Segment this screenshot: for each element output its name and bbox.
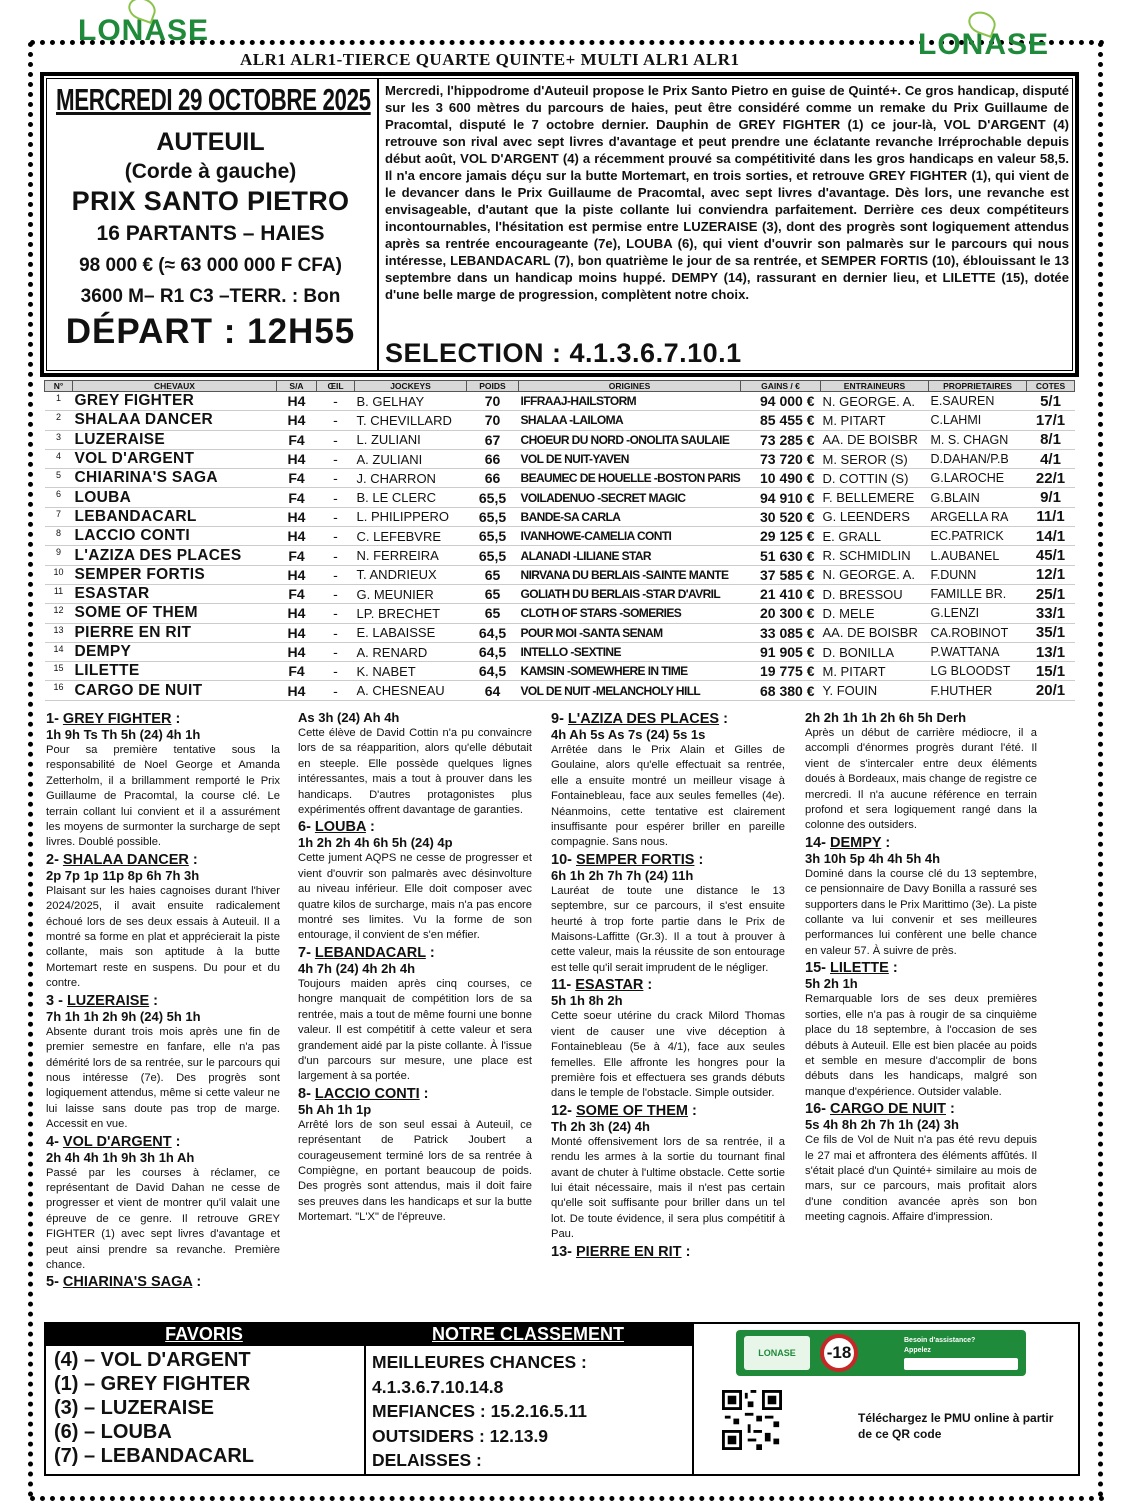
earnings: 94 000 € (741, 392, 821, 411)
owner: M. S. CHAGN (929, 430, 1027, 449)
sex-age: H4 (277, 507, 317, 526)
table-row (45, 604, 1075, 623)
origins: NIRVANA DU BERLAIS -SAINTE MANTE (519, 565, 741, 584)
column-header: ORIGINES (519, 381, 741, 392)
odds: 45/1 (1027, 546, 1075, 565)
runner-heading: 12- SOME OF THEM : (551, 1102, 697, 1119)
summary-divider-2 (692, 1322, 694, 1476)
runner-form: 6h 1h 2h 7h 7h (24) 11h (551, 867, 694, 883)
weight: 65,5 (467, 507, 519, 526)
weight: 70 (467, 392, 519, 411)
runner-number: 6 (45, 488, 73, 507)
race-start-time: DÉPART : 12H55 (65, 312, 356, 351)
runner-form: 4h 7h (24) 4h 2h 4h (298, 960, 416, 976)
origins: BANDE-SA CARLA (519, 507, 741, 526)
earnings: 73 285 € (741, 430, 821, 449)
owner: C.LAHMI (929, 411, 1027, 430)
runner-form: 1h 2h 2h 4h 6h 5h (24) 4p (298, 835, 453, 851)
horse-name: L'AZIZA DES PLACES (73, 546, 277, 565)
race-distance: 3600 M– R1 C3 –TERR. : Bon (80, 286, 341, 307)
runner-comment: Absente durant trois mois après une fin de premier semestre en fanfare, elle n'a pas démérité lors de sa rentrée, sur le parcours qui nous intéresse (7e). Des progrès sont logiquement attendus, même si cette valeur ne lui laisse sans doute pas trop de marge. Accessit en vue. (46, 1025, 280, 1131)
runner-number: 4 (45, 449, 73, 468)
eye-gear: - (317, 546, 355, 565)
runner-comment: Lauréat de toute une distance le 13 septembre, sur ce parcours, il s'est ensuite heurté à trop forte partie dans le Prix de Maisons-Laffitte (Gr.3). Il a tout à prouver à cette valeur, mais la réussite de son entourage est telle qu'il serait imprudent de le négliger. (551, 884, 785, 974)
table-row (45, 488, 1075, 507)
race-name: PRIX SANTO PIETRO (71, 186, 350, 216)
trainer: M. PITART (821, 411, 929, 430)
weight: 64,5 (467, 642, 519, 661)
weight: 65 (467, 604, 519, 623)
runner-heading: 15- LILETTE : (805, 960, 898, 977)
runner-form: 2p 7p 1p 11p 8p 6h 7h 3h (46, 867, 200, 883)
jockey: G. MEUNIER (355, 584, 467, 603)
runner-heading: 2- SHALAA DANCER : (46, 851, 198, 868)
runner-number: 11 (45, 584, 73, 603)
race-preview-text: Mercredi, l'hippodrome d'Auteuil propose le Prix Santo Pietro en guise de Quinté+. Ce gros handicap, disputé sur les 3 600 mètres du parcours de haies, peut être considéré comme un remake du Prix Guillaume de Pracomtal, disputé le 7 octobre dernier. Dauphin de GREY FIGHTER (1) ce jour-là, VOL D'ARGENT (4) retrouve son rival avec sept livres d'avantage et peut prendre une éclatante revanche Irréprochable depuis début août, VOL D'ARGENT (4) a récemment prouvé sa compétitivité dans les gros handicaps en valeur 58,5. Il n'a encore jamais déçu sur la butte Mortemart, en trois sorties, et retrouve GREY FIGHTER (1), qui vient de le devancer dans le Prix Guillaume de Pracomtal, avec sept livres d'avantage. Dès lors, une revanche est envisageable, d'autant que la piste collante lui conviendra parfaitement. Derrière ces deux compétiteurs incontournables, l'hésitation est permise entre LUZERAISE (3), dont des progrès sont logiquement attendus après sa rentrée encourageante (7e), LOUBA (6), qui vient d'ouvrir son palmarès sur le parcours qui nous intéresse, LEBANDACARL (7), bon quatrième le jour de sa rentrée, et SEMPER FORTIS (10), éblouissant le 13 septembre dans un handicap moins huppé. DEMPY (14), rassurant en dernier lieu, et LILETTE (15), dotée d'une belle marge de progression, complètent notre choix. (385, 83, 1069, 302)
earnings: 19 775 € (741, 662, 821, 681)
lonase-logo-left: LONASE (78, 14, 209, 48)
runner-heading: 16- CARGO DE NUIT : (805, 1101, 955, 1118)
qr-code-icon[interactable] (722, 1390, 782, 1450)
earnings: 73 720 € (741, 449, 821, 468)
odds: 12/1 (1027, 565, 1075, 584)
table-row (45, 469, 1075, 488)
runner-number: 8 (45, 527, 73, 546)
runner-heading: 1- GREY FIGHTER : (46, 711, 181, 727)
earnings: 37 585 € (741, 565, 821, 584)
table-row (45, 584, 1075, 603)
trainer: M. SEROR (S) (821, 449, 929, 468)
table-row (45, 565, 1075, 584)
origins: BEAUMEC DE HOUELLE -BOSTON PARIS (519, 469, 741, 488)
runner-heading: 4- VOL D'ARGENT : (46, 1133, 181, 1150)
runner-number: 15 (45, 662, 73, 681)
meilleures-value: 4.1.3.6.7.10.14.8 (372, 1376, 504, 1397)
table-row (45, 546, 1075, 565)
sex-age: F4 (277, 546, 317, 565)
runner-comment: Pour sa première tentative sous la responsabilité de Noel George et Amanda Zetterholm, il a brillamment remporté le Prix Guillaume de Pracomtal, la course clé. Le terrain collant lui convient et il a assurément les moyens de surmonter la surcharge de sept livres. Doublé possible. (46, 744, 280, 849)
list-item: (1) – GREY FIGHTER (54, 1373, 251, 1395)
table-row (45, 430, 1075, 449)
runner-form: 2h 2h 1h 1h 2h 6h 5h Derh (805, 710, 967, 725)
horse-name: DEMPY (73, 642, 277, 661)
lonase-logo-right: LONASE (918, 28, 1049, 62)
column-header: COTES (1027, 381, 1075, 392)
runner-comment: Plaisant sur les haies cagnoises durant l'hiver 2024/2025, il avait ensuite radicalement échoué lors de ses deux essais à Auteuil. Il a montré sa forme en plat et apprécierait la piste collante, mais son aptitude à la butte Mortemart reste en suspens. Du pour et du contre. (46, 884, 280, 990)
sex-age: H4 (277, 392, 317, 411)
runner-form: As 3h (24) Ah 4h (298, 710, 400, 725)
origins: POUR MOI -SANTA SENAM (519, 623, 741, 642)
trainer: E. GRALL (821, 527, 929, 546)
earnings: 33 085 € (741, 623, 821, 642)
eye-gear: - (317, 642, 355, 661)
earnings: 30 520 € (741, 507, 821, 526)
weight: 64 (467, 681, 519, 700)
jockey: E. LABAISSE (355, 623, 467, 642)
jockey: L. ZULIANI (355, 430, 467, 449)
race-prize: 98 000 € (≈ 63 000 000 F CFA) (79, 255, 342, 276)
table-row (45, 392, 1075, 411)
list-item: (4) – VOL D'ARGENT (54, 1349, 251, 1371)
weight: 66 (467, 469, 519, 488)
age-restriction-icon: -18 (820, 1334, 858, 1372)
origins: KAMSIN -SOMEWHERE IN TIME (519, 662, 741, 681)
eye-gear: - (317, 507, 355, 526)
list-item: (7) – LEBANDACARL (54, 1445, 254, 1467)
comments-column-1 (46, 710, 280, 1290)
dotted-border-bottom (30, 1496, 1105, 1501)
eye-gear: - (317, 449, 355, 468)
weight: 64,5 (467, 623, 519, 642)
horse-name: ESASTAR (73, 584, 277, 603)
odds: 17/1 (1027, 411, 1075, 430)
trainer: N. GEORGE. A. (821, 392, 929, 411)
owner: G.LAROCHE (929, 469, 1027, 488)
runner-heading: 13- PIERRE EN RIT : (551, 1243, 691, 1260)
column-header: POIDS (467, 381, 519, 392)
runners-table (44, 380, 1075, 701)
origins: SHALAA -LAILOMA (519, 411, 741, 430)
banner-logo: LONASE (744, 1336, 810, 1370)
trainer: F. BELLEMERE (821, 488, 929, 507)
table-row (45, 449, 1075, 468)
eye-gear: - (317, 662, 355, 681)
jockey: C. LEFEBVRE (355, 527, 467, 546)
comments-column-2 (298, 710, 532, 1226)
eye-gear: - (317, 411, 355, 430)
classement-title: NOTRE CLASSEMENT (364, 1322, 692, 1346)
weight: 64,5 (467, 662, 519, 681)
column-header: ŒIL (317, 381, 355, 392)
runner-form: 5h Ah 1h 1p (298, 1101, 372, 1117)
classement-list (372, 1350, 587, 1473)
jockey: B. GELHAY (355, 392, 467, 411)
sex-age: H4 (277, 623, 317, 642)
runner-comment: Ce fils de Vol de Nuit n'a pas été revu depuis le 27 mai et affrontera des éléments affûtés. Il s'était placé d'un Quinté+ similaire au mois de mars, sur ce parcours, mais profitait alors d'une condition avancée après son bon meeting cagnois. Affaire d'impression. (805, 1134, 1037, 1224)
race-partants: 16 PARTANTS – HAIES (96, 222, 325, 245)
runner-number: 2 (45, 411, 73, 430)
runner-form: 5h 2h 1h (805, 976, 858, 992)
odds: 11/1 (1027, 507, 1075, 526)
column-header: ENTRAINEURS (821, 381, 929, 392)
jockey: T. CHEVILLARD (355, 411, 467, 430)
horse-name: CHIARINA'S SAGA (73, 469, 277, 488)
horse-name: LEBANDACARL (73, 507, 277, 526)
race-date: MERCREDI 29 OCTOBRE 2025 (56, 82, 371, 117)
runner-heading: 5- CHIARINA'S SAGA : (46, 1274, 202, 1291)
owner: E.SAUREN (929, 392, 1027, 411)
runner-comment: Arrêté lors de son seul essai à Auteuil, ce représentant de Patrick Joubert a courageusement terminé lors de sa rentrée à Compiègne, en portant beaucoup de poids. Des progrès sont attendus, mais il doit faire ses preuves dans les handicaps et sur la butte Mortemart. "L'X" de l'épreuve. (298, 1118, 532, 1224)
eye-gear: - (317, 469, 355, 488)
table-row (45, 507, 1075, 526)
owner: D.DAHAN/P.B (929, 449, 1027, 468)
eye-gear: - (317, 488, 355, 507)
runner-comment: Passé par les courses à réclamer, ce représentant de David Dahan ne cesse de progresser et vient de montrer qu'il valait une épreuve de ce genre. Il retrouve GREY FIGHTER (1) avec sept livres d'avantage et peut ainsi prendre sa revanche. Première chance. (46, 1166, 280, 1271)
trainer: Y. FOUIN (821, 681, 929, 700)
runner-number: 3 (45, 430, 73, 449)
runner-comment: Cette soeur utérine du crack Milord Thomas vient de causer une vive déception à Fontainebleau (5e à 4/1), face aux seules femelles. Elle affronte les hongres pour la première fois et effectuera ses grands débuts dans le temple de l'obstacle. Simple outsider. (551, 1010, 785, 1100)
runner-number: 10 (45, 565, 73, 584)
eye-gear: - (317, 565, 355, 584)
runner-number: 14 (45, 642, 73, 661)
trainer: R. SCHMIDLIN (821, 546, 929, 565)
phone-number: 33 864 80 00 (904, 1358, 1018, 1370)
trainer: G. LEENDERS (821, 507, 929, 526)
assistance-label: Besoin d'assistance? (904, 1337, 976, 1344)
eye-gear: - (317, 527, 355, 546)
odds: 22/1 (1027, 469, 1075, 488)
runner-number: 16 (45, 681, 73, 700)
trainer: D. BRESSOU (821, 584, 929, 603)
runner-heading: 7- LEBANDACARL : (298, 944, 435, 961)
sex-age: H4 (277, 565, 317, 584)
earnings: 85 455 € (741, 411, 821, 430)
runner-form: 5s 4h 8h 2h 7h 1h (24) 3h (805, 1117, 959, 1133)
sex-age: F4 (277, 430, 317, 449)
earnings: 21 410 € (741, 584, 821, 603)
weight: 70 (467, 411, 519, 430)
trainer: D. BONILLA (821, 642, 929, 661)
horse-name: LUZERAISE (73, 430, 277, 449)
earnings: 68 380 € (741, 681, 821, 700)
column-header: N° (45, 381, 73, 392)
trainer: D. MELE (821, 604, 929, 623)
earnings: 94 910 € (741, 488, 821, 507)
runner-heading: 11- ESASTAR : (551, 977, 653, 994)
column-header: CHEVAUX (73, 381, 277, 392)
horse-name: VOL D'ARGENT (73, 449, 277, 468)
horse-name: PIERRE EN RIT (73, 623, 277, 642)
origins: CHOEUR DU NORD -ONOLITA SAULAIE (519, 430, 741, 449)
runner-form: 4h Ah 5s As 7s (24) 5s 1s (551, 727, 706, 742)
table-body (45, 392, 1075, 701)
runner-comment: Remarquable lors de ses deux premières sorties, elle n'a pas à rougir de sa cinquième place du 18 septembre, à l'occasion de ses débuts à Auteuil. Elle est bien placée au poids et semble en mesure d'accomplir de bons débuts dans les handicaps, malgré son manque d'expérience. Outsider valable. (805, 993, 1037, 1098)
call-label: Appelez (904, 1347, 931, 1354)
jockey: A. RENARD (355, 642, 467, 661)
comments-column-4 (805, 710, 1037, 1226)
origins: ALANADI -LILIANE STAR (519, 546, 741, 565)
eye-gear: - (317, 430, 355, 449)
runner-number: 13 (45, 623, 73, 642)
odds: 15/1 (1027, 662, 1075, 681)
runner-form: 2h 4h 4h 1h 9h 3h 1h Ah (46, 1149, 195, 1165)
horse-name: CARGO DE NUIT (73, 681, 277, 700)
list-item: (3) – LUZERAISE (54, 1397, 215, 1419)
eye-gear: - (317, 681, 355, 700)
delaisses: DELAISSES : (372, 1450, 482, 1470)
owner: P.WATTANA (929, 642, 1027, 661)
comments-column-3 (551, 710, 785, 1260)
sex-age: F4 (277, 662, 317, 681)
weight: 65 (467, 584, 519, 603)
runner-comment: Monté offensivement lors de sa rentrée, il a rendu les armes à la sortie du tournant final avant de chuter à l'ultime obstacle. Cette sortie lui était nécessaire, mais il n'est pas certain qu'elle soit suffisante pour briller dans un tel lot. De toute évidence, il sera plus compétitif à Pau. (551, 1135, 785, 1241)
sex-age: F4 (277, 469, 317, 488)
weight: 67 (467, 430, 519, 449)
column-header: GAINS / € (741, 381, 821, 392)
runner-comment: Après un début de carrière médiocre, il a accompli d'énormes progrès durant l'été. Il vient de s'intercaler entre deux éléments doués à Bordeaux, mais change de registre ce mercredi. Il n'a aucune référence en terrain profond et sera logiquement rangé dans la colonne des outsiders. (805, 727, 1037, 832)
eye-gear: - (317, 584, 355, 603)
sex-age: H4 (277, 449, 317, 468)
owner: FAMILLE BR. (929, 584, 1027, 603)
jockey: LP. BRECHET (355, 604, 467, 623)
eye-gear: - (317, 623, 355, 642)
sex-age: H4 (277, 411, 317, 430)
runner-number: 7 (45, 507, 73, 526)
horse-name: GREY FIGHTER (73, 392, 277, 411)
owner: G.BLAIN (929, 488, 1027, 507)
runner-form: 5h 1h 8h 2h (551, 993, 623, 1009)
odds: 20/1 (1027, 681, 1075, 700)
odds: 14/1 (1027, 527, 1075, 546)
column-header: JOCKEYS (355, 381, 467, 392)
origins: VOILADENUO -SECRET MAGIC (519, 488, 741, 507)
owner: CA.ROBINOT (929, 623, 1027, 642)
origins: IFFRAAJ-HAILSTORM (519, 392, 741, 411)
sex-age: H4 (277, 604, 317, 623)
runner-heading: 3 - LUZERAISE : (46, 992, 158, 1009)
owner: G.LENZI (929, 604, 1027, 623)
jockey: A. ZULIANI (355, 449, 467, 468)
earnings: 29 125 € (741, 527, 821, 546)
weight: 65,5 (467, 488, 519, 507)
runner-heading: 8- LACCIO CONTI : (298, 1085, 429, 1102)
responsible-gaming-banner (736, 1330, 1026, 1376)
owner: F.HUTHER (929, 681, 1027, 700)
mefiances: MEFIANCES : 15.2.16.5.11 (372, 1401, 587, 1421)
jockey: K. NABET (355, 662, 467, 681)
earnings: 20 300 € (741, 604, 821, 623)
earnings: 91 905 € (741, 642, 821, 661)
trainer: AA. DE BOISBR (821, 430, 929, 449)
jockey: T. ANDRIEUX (355, 565, 467, 584)
horse-name: LILETTE (73, 662, 277, 681)
runner-number: 5 (45, 469, 73, 488)
runner-number: 9 (45, 546, 73, 565)
sex-age: F4 (277, 584, 317, 603)
selection: SELECTION : 4.1.3.6.7.10.1 (385, 338, 742, 368)
runner-heading: 10- SEMPER FORTIS : (551, 851, 704, 868)
assistance-info (868, 1336, 1018, 1370)
race-venue: AUTEUIL (156, 128, 265, 156)
jockey: J. CHARRON (355, 469, 467, 488)
jockey: A. CHESNEAU (355, 681, 467, 700)
origins: GOLIATH DU BERLAIS -STAR D'AVRIL (519, 584, 741, 603)
runner-comment: Toujours maiden après cinq courses, ce hongre manquait de compétition lors de sa rentrée, mais a tout de même fourni une bonne valeur. Il est compétitif à cette valeur et sera grandement aidé par la piste collante. À l'issue d'un parcours sur mesure, une place est largement à sa portée. (298, 977, 532, 1083)
sex-age: H4 (277, 642, 317, 661)
table-row (45, 662, 1075, 681)
trainer: D. COTTIN (S) (821, 469, 929, 488)
jockey: B. LE CLERC (355, 488, 467, 507)
column-header: S/A (277, 381, 317, 392)
odds: 9/1 (1027, 488, 1075, 507)
bet-types-headline: ALR1 ALR1-TIERCE QUARTE QUINTE+ MULTI ALR1 ALR1 (240, 50, 740, 69)
race-info-divider (377, 78, 379, 371)
odds: 8/1 (1027, 430, 1075, 449)
eye-gear: - (317, 392, 355, 411)
owner: F.DUNN (929, 565, 1027, 584)
origins: VOL DE NUIT -MELANCHOLY HILL (519, 681, 741, 700)
outsiders: OUTSIDERS : 12.13.9 (372, 1425, 549, 1446)
odds: 4/1 (1027, 449, 1075, 468)
runner-heading: 14- DEMPY : (805, 834, 891, 851)
weight: 65,5 (467, 527, 519, 546)
odds: 13/1 (1027, 642, 1075, 661)
earnings: 10 490 € (741, 469, 821, 488)
origins: VOL DE NUIT-YAVEN (519, 449, 741, 468)
odds: 25/1 (1027, 584, 1075, 603)
table-row (45, 681, 1075, 700)
dotted-border-left (28, 42, 33, 1498)
runner-form: 3h 10h 5p 4h 4h 5h 4h (805, 850, 941, 866)
qr-caption: Téléchargez le PMU online à partir de ce QR code (858, 1411, 1054, 1441)
owner: EC.PATRICK (929, 527, 1027, 546)
favoris-list (54, 1348, 254, 1468)
runner-form: 1h 9h Ts Th 5h (24) 4h 1h (46, 727, 201, 742)
odds: 5/1 (1027, 392, 1075, 411)
jockey: L. PHILIPPERO (355, 507, 467, 526)
table-row (45, 623, 1075, 642)
runner-comment: Arrêtée dans le Prix Alain et Gilles de Goulaine, alors qu'elle effectuait sa rentrée, elle a ensuite montré un meilleur visage à Fontainebleau, face aux seules femelles (4e). Néanmoins, cette tentative est clairement insuffisante pour espérer briller en pareille compagnie. Sans nous. (551, 744, 785, 849)
origins: IVANHOWE-CAMELIA CONTI (519, 527, 741, 546)
list-item: (6) – LOUBA (54, 1421, 172, 1443)
sex-age: H4 (277, 681, 317, 700)
sex-age: H4 (277, 527, 317, 546)
horse-name: SHALAA DANCER (73, 411, 277, 430)
eye-gear: - (317, 604, 355, 623)
trainer: M. PITART (821, 662, 929, 681)
table-header-row (45, 381, 1075, 392)
meilleures-label: MEILLEURES CHANCES : (372, 1352, 587, 1372)
column-header: PROPRIETAIRES (929, 381, 1027, 392)
earnings: 51 630 € (741, 546, 821, 565)
runner-heading: 6- LOUBA : (298, 819, 375, 836)
race-corde: (Corde à gauche) (124, 160, 297, 183)
dotted-border-right (1098, 42, 1103, 1498)
trainer: N. GEORGE. A. (821, 565, 929, 584)
trainer: AA. DE BOISBR (821, 623, 929, 642)
owner: L.AUBANEL (929, 546, 1027, 565)
origins: CLOTH OF STARS -SOMERIES (519, 604, 741, 623)
horse-name: LOUBA (73, 488, 277, 507)
runner-number: 12 (45, 604, 73, 623)
horse-name: SEMPER FORTIS (73, 565, 277, 584)
horse-name: SOME OF THEM (73, 604, 277, 623)
runner-comment: Cette jument AQPS ne cesse de progresser et vient d'ouvrir son palmarès avec désinvolture au niveau inférieur. Elle doit composer avec quatre kilos de surcharge, mais n'a pas encore montré ses limites. Vu la forme de son entourage, il convient de s'en méfier. (298, 852, 532, 942)
horse-name: LACCIO CONTI (73, 527, 277, 546)
odds: 33/1 (1027, 604, 1075, 623)
origins: INTELLO -SEXTINE (519, 642, 741, 661)
runner-number: 1 (45, 392, 73, 411)
jockey: N. FERREIRA (355, 546, 467, 565)
runner-form: 7h 1h 1h 2h 9h (24) 5h 1h (46, 1008, 201, 1024)
table-row (45, 411, 1075, 430)
runner-comment: Dominé dans la course clé du 13 septembre, ce pensionnaire de Davy Bonilla a rassuré ses supporters dans le Prix Marittimo (3e). La piste collante va lui convenir et ses meilleures performances lui confèrent une belle chance en valeur 57. À suivre de près. (805, 867, 1037, 957)
runner-comment: Cette élève de David Cottin n'a pu convaincre lors de sa réapparition, alors qu'elle débutait en steeple. Elle possède quelques lignes intéressantes, mais a tout à prouver dans les handicaps. D'autres protagonistes plus expérimentés offrent davantage de garanties. (298, 727, 532, 817)
runner-form: Th 2h 3h (24) 4h (551, 1118, 650, 1134)
odds: 35/1 (1027, 623, 1075, 642)
favoris-title: FAVORIS (44, 1322, 364, 1346)
weight: 66 (467, 449, 519, 468)
table-row (45, 527, 1075, 546)
runner-heading: 9- L'AZIZA DES PLACES : (551, 711, 728, 727)
weight: 65,5 (467, 546, 519, 565)
table-row (45, 642, 1075, 661)
owner: LG BLOODST (929, 662, 1027, 681)
owner: ARGELLA RA (929, 507, 1027, 526)
sex-age: F4 (277, 488, 317, 507)
weight: 65 (467, 565, 519, 584)
